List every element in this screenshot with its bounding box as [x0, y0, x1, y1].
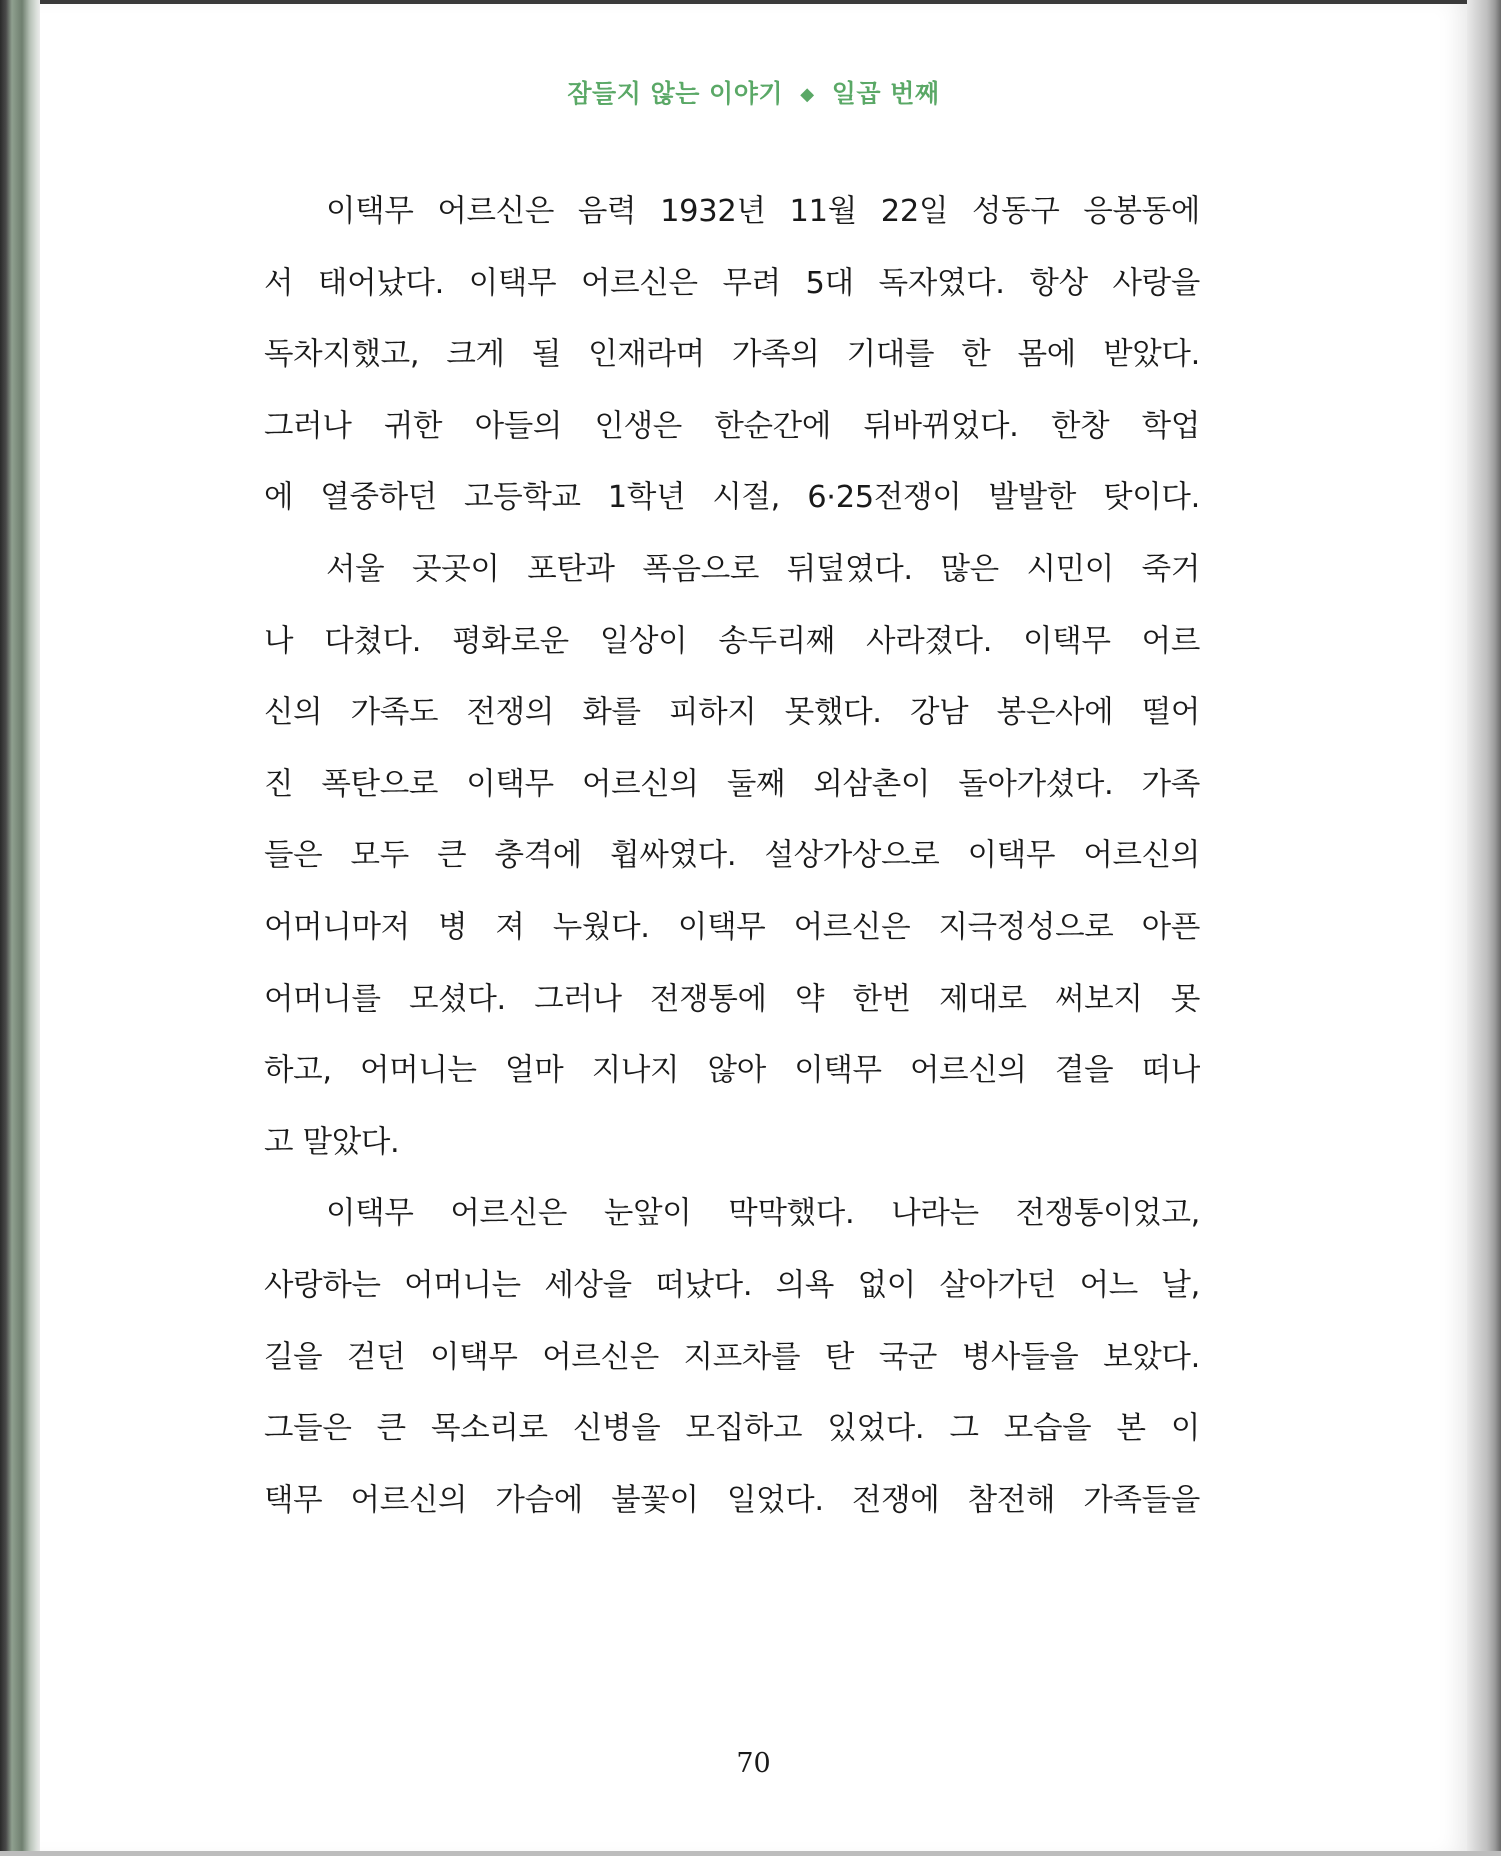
text-line: 독차지했고, 크게 될 인재라며 가족의 기대를 한 몸에 받았다. — [264, 337, 1200, 373]
book-page — [40, 4, 1467, 1851]
text-line: 어머니마저 병 져 누웠다. 이택무 어르신은 지극정성으로 아픈 — [264, 909, 1200, 945]
text-line: 서 태어났다. 이택무 어르신은 무려 5대 독자였다. 항상 사랑을 — [264, 265, 1200, 301]
text-line: 진 폭탄으로 이택무 어르신의 둘째 외삼촌이 돌아가셨다. 가족 — [264, 766, 1200, 802]
book-spine-edge — [0, 0, 40, 1856]
text-line: 어머니를 모셨다. 그러나 전쟁통에 약 한번 제대로 써보지 못 — [264, 981, 1200, 1017]
body-text — [264, 176, 1200, 1536]
text-line: 들은 모두 큰 충격에 휩싸였다. 설상가상으로 이택무 어르신의 — [264, 838, 1200, 874]
text-line: 사랑하는 어머니는 세상을 떠났다. 의욕 없이 살아가던 어느 날, — [264, 1267, 1200, 1303]
text-line: 고 말았다. — [264, 1124, 400, 1160]
page-number: 70 — [736, 1748, 771, 1779]
text-line: 길을 걷던 이택무 어르신은 지프차를 탄 국군 병사들을 보았다. — [264, 1339, 1200, 1375]
text-line: 그들은 큰 목소리로 신병을 모집하고 있었다. 그 모습을 본 이 — [264, 1411, 1200, 1447]
text-line: 택무 어르신의 가슴에 불꽃이 일었다. 전쟁에 참전해 가족들을 — [264, 1482, 1200, 1518]
text-line: 하고, 어머니는 얼마 지나지 않아 이택무 어르신의 곁을 떠나 — [264, 1053, 1200, 1089]
scan-edge-bottom — [0, 1851, 1501, 1856]
running-head — [40, 74, 1467, 110]
text-line: 신의 가족도 전쟁의 화를 피하지 못했다. 강남 봉은사에 떨어 — [264, 695, 1200, 731]
text-line: 나 다쳤다. 평화로운 일상이 송두리째 사라졌다. 이택무 어르 — [264, 623, 1200, 659]
text-line: 서울 곳곳이 포탄과 폭음으로 뒤덮였다. 많은 시민이 죽거 — [326, 551, 1200, 587]
page-curl-edge — [1467, 0, 1501, 1856]
diamond-separator-icon: ◆ — [800, 84, 815, 105]
text-line: 이택무 어르신은 음력 1932년 11월 22일 성동구 응봉동에 — [326, 194, 1200, 229]
book-title: 잠들지 않는 이야기 — [567, 79, 783, 108]
text-line: 이택무 어르신은 눈앞이 막막했다. 나라는 전쟁통이었고, — [326, 1196, 1200, 1232]
text-line: 에 열중하던 고등학교 1학년 시절, 6·25전쟁이 발발한 탓이다. — [264, 480, 1200, 516]
text-line: 그러나 귀한 아들의 인생은 한순간에 뒤바뀌었다. 한창 학업 — [264, 408, 1200, 444]
chapter-label: 일곱 번째 — [831, 79, 940, 108]
